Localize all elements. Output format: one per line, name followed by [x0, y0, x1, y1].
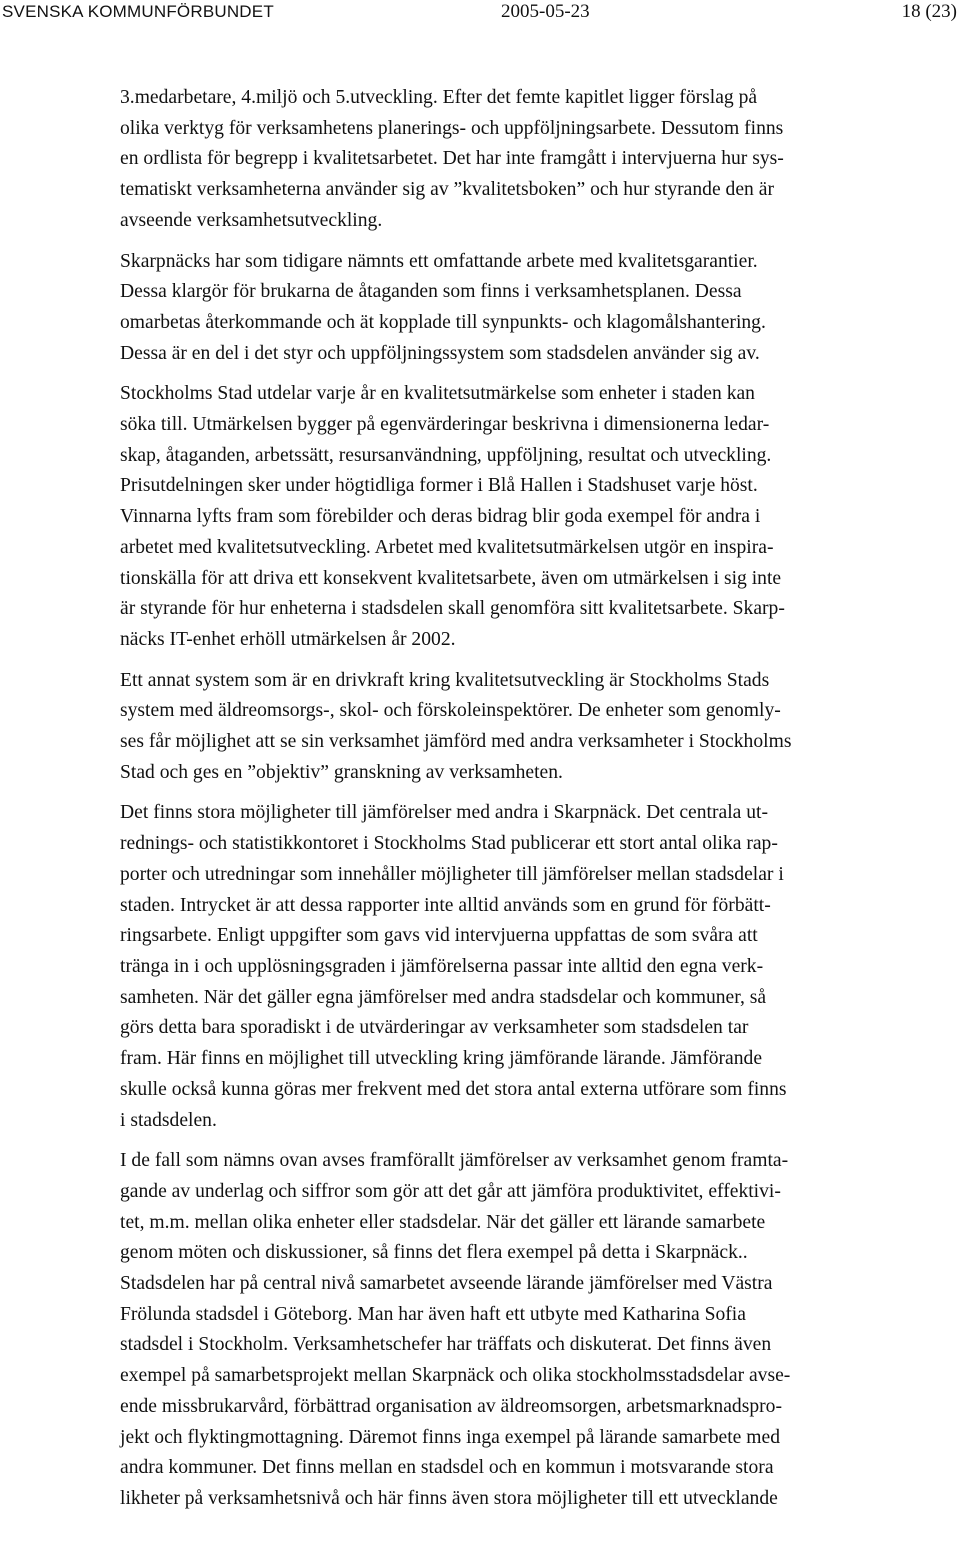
page-number: 18 (23) [901, 1, 957, 22]
paragraph-quality-book: 3.medarbetare, 4.miljö och 5.utveckling. Efter det femte kapitlet ligger förslag på olika verktyg för verksamhetens planerings- och uppföljningsarbete. Dessutom finns en ordlista för begrepp i kvalitetsarbetet. Det har inte framgått i intervjuerna hur sys- tematiskt verksamheterna använder sig av ”kvalitetsboken” och hur styrande den är avseende verksamhetsutveckling. [120, 87, 784, 231]
paragraph-inspectors: Ett annat system som är en drivkraft kring kvalitetsutveckling är Stockholms Stads system med äldreomsorgs-, skol- och förskoleinspektörer. De enheter som genomly- ses får möjlighet att se sin verksamhet jämförd med andra verksamheter i Stockholms Stad och ges en ”objektiv” granskning av verksamheten. [120, 669, 792, 783]
page-header [0, 0, 960, 30]
paragraph-learning-cooperation: I de fall som nämns ovan avses framförallt jämförelser av verksamhet genom framta- gande av underlag och siffror som gör att det går att jämföra produktivitet, effektivi- tet, m.m. mellan olika enheter eller stadsdelar. När det gäller ett lärande samarbete genom möten och diskussioner, så finns det flera exempel på detta i Skarpnäck.. Stadsdelen har på central nivå samarbetet avseende lärande jämförelser med Västra Frölunda stadsdel i Göteborg. Man har även haft ett utbyte med Katharina Sofia stadsdel i Stockholm. Verksamhetschefer har träffats och diskuterat. Det finns även exempel på samarbetsprojekt mellan Skarpnäck och olika stockholmsstadsdelar avse- ende missbrukarvård, förbättrad organisation av äldreomsorgen, arbetsmarknadspro- jekt och flyktingmottagning. Däremot finns inga exempel på lärande samarbete med andra kommuner. Det finns mellan en stadsdel och en kommun i motsvarande stora likheter på verksamhetsnivå och här finns även stora möjligheter till ett utvecklande [120, 1150, 791, 1509]
paragraph-quality-award: Stockholms Stad utdelar varje år en kvalitetsutmärkelse som enheter i staden kan söka till. Utmärkelsen bygger på egenvärderingar beskrivna i dimensionerna ledar- skap, åtaganden, arbetssätt, resursanvändning, uppföljning, resultat och utveckling. Prisutdelningen sker under högtidliga former i Blå Hallen i Stadshuset varje höst. Vinnarna lyfts fram som förebilder och deras bidrag blir goda exempel för andra i arbetet med kvalitetsutveckling. Arbetet med kvalitetsutmärkelsen utgör en inspira- tionskälla för att driva ett konsekvent kvalitetsarbete, även om utmärkelsen i sig inte är styrande för hur enheterna i stadsdelen skall genomföra sitt kvalitetsarbete. Skarp- näcks IT-enhet erhöll utmärkelsen år 2002. [120, 383, 785, 650]
document-date: 2005-05-23 [501, 1, 590, 22]
document-body [120, 83, 902, 1525]
paragraph-quality-guarantees: Skarpnäcks har som tidigare nämnts ett omfattande arbete med kvalitetsgarantier. Dessa klargör för brukarna de åtaganden som finns i verksamhetsplanen. Dessa omarbetas återkommande och ät kopplade till synpunkts- och klagomålshantering. Dessa är en del i det styr och uppföljningssystem som stadsdelen använder sig av. [120, 250, 766, 364]
organization-name: SVENSKA KOMMUNFÖRBUNDET [2, 2, 274, 21]
paragraph-comparisons: Det finns stora möjligheter till jämförelser med andra i Skarpnäck. Det centrala ut- rednings- och statistikkontoret i Stockholms Stad publicerar ett stort antal olika rap- porter och utredningar som innehåller möjligheter till jämförelser mellan stadsdelar i staden. Intrycket är att dessa rapporter inte alltid används som en grund för förbätt- ringsarbete. Enligt uppgifter som gavs vid intervjuerna uppfattas de som svåra att tränga in i och upplösningsgraden i jämförelserna passar inte alltid den egna verk- samheten. När det gäller egna jämförelser med andra stadsdelar och kommuner, så görs detta bara sporadiskt i de utvärderingar av verksamheter som stadsdelen tar fram. Här finns en möjlighet till utveckling kring jämförande lärande. Jämförande skulle också kunna göras mer frekvent med det stora antal externa utförare som finns i stadsdelen. [120, 802, 787, 1131]
